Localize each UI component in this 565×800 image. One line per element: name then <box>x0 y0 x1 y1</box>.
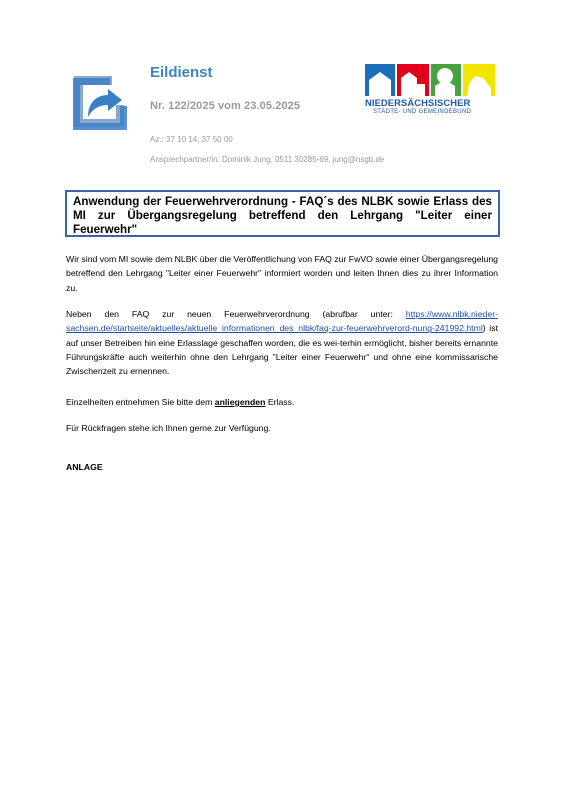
paragraph-closing: Für Rückfragen stehe ich Ihnen gerne zur Verfügung. <box>66 423 271 433</box>
emphasis-anliegenden: anliegenden <box>214 397 266 407</box>
faq-link[interactable]: https://www.nlbk.nieder-sachsen.de/startseite/aktuelles/aktuelle_informationen_des_nlbk/faq-zur-feuerwehrverord-nung-241992.html <box>66 309 498 334</box>
bulletin-title: Eildienst <box>150 64 213 81</box>
bulletin-number: Nr. 122/2025 vom 23.05.2025 <box>150 100 301 112</box>
paragraph-details-after: Erlass. <box>265 397 295 407</box>
paragraph-faq-text-before: Neben den FAQ zur neuen Feuerwehrverordnung (abrufbar unter: <box>66 309 406 319</box>
paragraph-faq <box>66 307 498 378</box>
headline: Anwendung der Feuerwehrverordnung - FAQ´s des NLBK sowie Erlass des MI zur Übergangsregelung betreffend den Lehrgang "Leiter einer Feuerwehr" <box>73 195 492 236</box>
file-reference: Az.: 37 10 14, 37 50 00 <box>150 135 233 144</box>
attachment-label: ANLAGE <box>66 462 103 472</box>
contact-person: Ansprechpartner/in: Dominik Jung, 0511 30285-69, jung@nsgb.de <box>150 155 385 164</box>
paragraph-details-before: Einzelheiten entnehmen Sie bitte dem <box>66 397 215 407</box>
paragraph-details <box>66 395 498 409</box>
nsgb-logo <box>365 64 495 126</box>
forward-arrow-icon <box>70 73 128 131</box>
paragraph-faq-text-after: ) ist auf unser Betreiben hin eine Erlasslage geschaffen worden, die es wei-terhin ermöglicht, bisher bereits ernannte Führungskräfte auch weiterhin ohne den Lehrgang "Leiter einer Feuerwehr" und ohne eine kommissarische Zwischenzeit zu ernennen. <box>66 323 498 377</box>
headline-box <box>65 190 500 237</box>
paragraph-intro: Wir sind vom MI sowie dem NLBK über die Veröffentlichung von FAQ zur FwVO sowie einer Übergangsregelung betreffend den Lehrgang "Leiter einer Feuerwehr" informiert worden und leiten Ihnen dies zu ihrer Information zu. <box>66 254 499 293</box>
logo-name: NIEDERSÄCHSISCHER <box>365 97 471 108</box>
logo-subtitle: STÄDTE- UND GEMEINDEBUND <box>373 109 472 115</box>
